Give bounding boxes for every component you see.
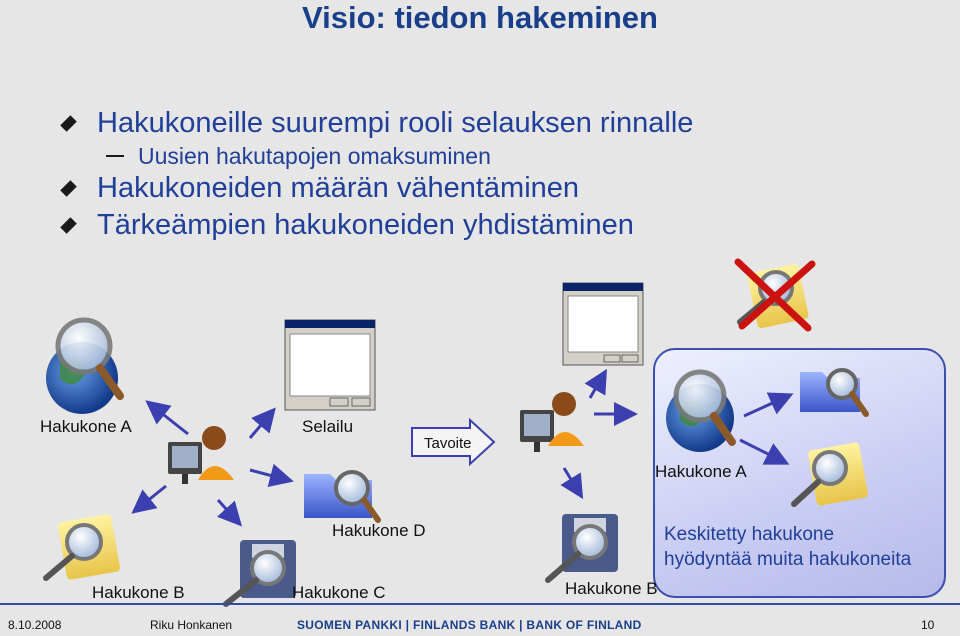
bullet-text: Hakukoneiden määrän vähentäminen	[97, 172, 580, 204]
label-hakukone-b-right: Hakukone B	[565, 579, 658, 598]
panel-caption-line: hyödyntää muita hakukoneita	[664, 549, 912, 570]
label-hakukone-d: Hakukone D	[332, 521, 426, 540]
blue-folder-search-icon	[800, 370, 866, 414]
globe-search-icon	[46, 320, 120, 414]
bullet-text: Hakukoneille suurempi rooli selauksen rinnalle	[97, 107, 694, 139]
user-at-computer-icon	[520, 392, 584, 452]
folder-search-icon-crossed	[738, 262, 812, 329]
footer-divider	[0, 603, 960, 605]
bullet-text: Tärkeämpien hakukoneiden yhdistäminen	[97, 209, 634, 241]
footer-date: 8.10.2008	[8, 618, 62, 632]
blue-folder-search-icon	[304, 472, 378, 520]
disk-search-icon	[548, 514, 618, 580]
browse-folder-dialog	[285, 320, 375, 410]
panel-caption-line: Keskitetty hakukone	[664, 524, 835, 545]
footer-author: Riku Honkanen	[150, 618, 233, 632]
browse-folder-dialog	[563, 283, 643, 365]
label-tavoite: Tavoite	[424, 435, 472, 452]
footer-page-number: 10	[921, 618, 935, 632]
footer-bank-name: SUOMEN PANKKI | FINLANDS BANK | BANK OF FINLAND	[297, 618, 642, 632]
label-hakukone-b-left: Hakukone B	[92, 583, 185, 602]
globe-search-icon	[666, 372, 734, 452]
label-selailu: Selailu	[302, 417, 354, 436]
label-hakukone-a-panel: Hakukone A	[655, 462, 747, 481]
user-at-computer-icon	[168, 426, 234, 484]
slide-title: Visio: tiedon hakeminen	[301, 0, 658, 35]
panel-caption	[664, 522, 911, 572]
disk-search-icon	[226, 540, 296, 604]
folder-search-icon	[46, 514, 121, 580]
label-hakukone-c: Hakukone C	[292, 583, 386, 602]
folder-search-icon	[794, 442, 868, 506]
bullet-text: Uusien hakutapojen omaksuminen	[138, 143, 491, 169]
label-hakukone-a: Hakukone A	[40, 417, 132, 436]
